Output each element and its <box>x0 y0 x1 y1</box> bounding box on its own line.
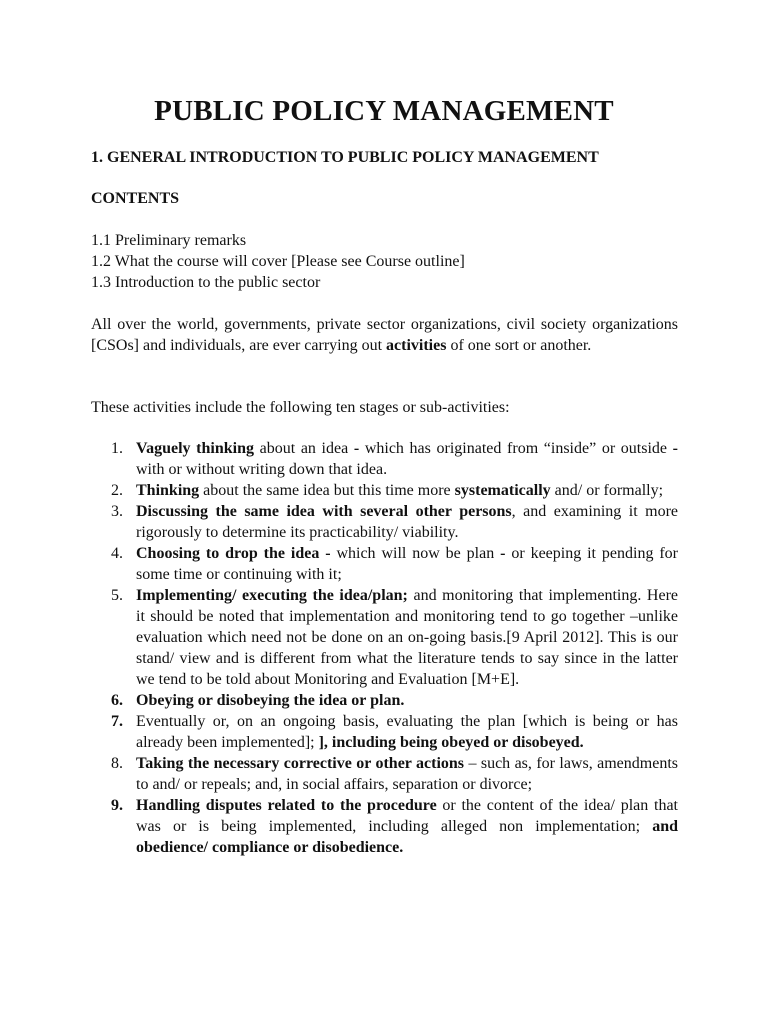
stage-item <box>91 501 678 543</box>
toc-item: 1.1 Preliminary remarks <box>91 232 247 249</box>
stages-lead-paragraph: These activities include the following ten stages or sub-activities: <box>91 399 510 416</box>
stage-bold-text: - <box>353 440 360 457</box>
stage-bold-text: Choosing to drop the idea - <box>136 545 331 562</box>
contents-heading: CONTENTS <box>91 190 180 207</box>
stages-list <box>91 438 678 858</box>
stage-number: 6. <box>111 692 123 709</box>
stage-number: 3. <box>111 503 123 520</box>
stage-text: which has originated from “inside” or outside <box>359 440 673 457</box>
stage-text: about the same idea but this time more <box>199 482 455 499</box>
stage-bold-text: - <box>500 545 506 562</box>
toc-item: 1.3 Introduction to the public sector <box>91 274 321 291</box>
document-title: PUBLIC POLICY MANAGEMENT <box>154 95 614 127</box>
stage-bold-text: - <box>672 440 678 457</box>
stage-text: Eventually or, on an ongoing basis, evaluating the plan [which is being or has already been implemented]; <box>136 713 678 751</box>
stage-item <box>91 690 678 711</box>
stage-text: about an idea <box>253 440 354 457</box>
intro-text: All over the world, governments, private sector organizations, civil society organizations [CSOs] and individuals, are ever carrying out <box>91 316 678 354</box>
stage-item <box>91 438 678 480</box>
stage-item <box>91 480 678 501</box>
stage-bold-text: and obedience/ compliance or disobedience. <box>136 818 678 856</box>
stage-number: 2. <box>111 482 123 499</box>
table-of-contents <box>91 230 681 293</box>
stage-number: 4. <box>111 545 123 562</box>
stage-item <box>91 753 678 795</box>
stage-text: or the content of the idea/ plan that was or is being implemented, including alleged non implementation; <box>136 797 678 835</box>
stage-bold-text: Discussing the same idea with several other persons <box>136 503 512 520</box>
intro-bold-text: activities <box>386 337 447 354</box>
stage-number: 8. <box>111 755 123 772</box>
stage-bold-text: Taking the necessary corrective or other actions <box>136 755 465 772</box>
stage-bold-text: Thinking <box>136 482 200 499</box>
stage-bold-text: ], including being obeyed or disobeyed. <box>318 734 584 751</box>
stage-item <box>91 543 678 585</box>
stage-text: and/ or formally; <box>550 482 664 499</box>
stage-text: which will now be plan <box>330 545 501 562</box>
stage-item <box>91 711 678 753</box>
stage-bold-text: systematically <box>454 482 551 499</box>
stage-number: 9. <box>111 797 123 814</box>
stage-number: 7. <box>111 713 123 730</box>
stage-item <box>91 795 678 858</box>
stage-text: or keeping it pending for some time or continuing with it; <box>136 545 679 583</box>
stage-number: 1. <box>111 440 123 457</box>
stage-text: with or without writing down that idea. <box>136 461 388 478</box>
stage-text: , and examining it more rigorously to determine its practicability/ viability. <box>136 503 679 541</box>
intro-paragraph <box>91 314 678 356</box>
stage-bold-text: Obeying or disobeying the idea or plan. <box>136 692 405 709</box>
stage-text: – such as, for laws, amendments to and/ or repeals; and, in social affairs, separation or divorce; <box>136 755 678 793</box>
stage-text: and monitoring that implementing. Here it should be noted that implementation and monitoring tend to go together –unlike evaluation which need not be done on an on-going basis.[9 April 2012]. This is our stand/ view and is different from what the literature tends to say since in the latter we tend to be told about Monitoring and Evaluation [M+E]. <box>136 587 679 688</box>
intro-text: of one sort or another. <box>446 337 592 354</box>
stage-bold-text: Vaguely thinking <box>136 440 254 457</box>
stage-bold-text: Implementing/ executing the idea/plan; <box>136 587 408 604</box>
stage-item <box>91 585 678 690</box>
section-heading: 1. GENERAL INTRODUCTION TO PUBLIC POLICY MANAGEMENT <box>91 149 599 166</box>
toc-item: 1.2 What the course will cover [Please see Course outline] <box>91 253 465 270</box>
stage-bold-text: Handling disputes related to the procedure <box>136 797 437 814</box>
stage-number: 5. <box>111 587 123 604</box>
